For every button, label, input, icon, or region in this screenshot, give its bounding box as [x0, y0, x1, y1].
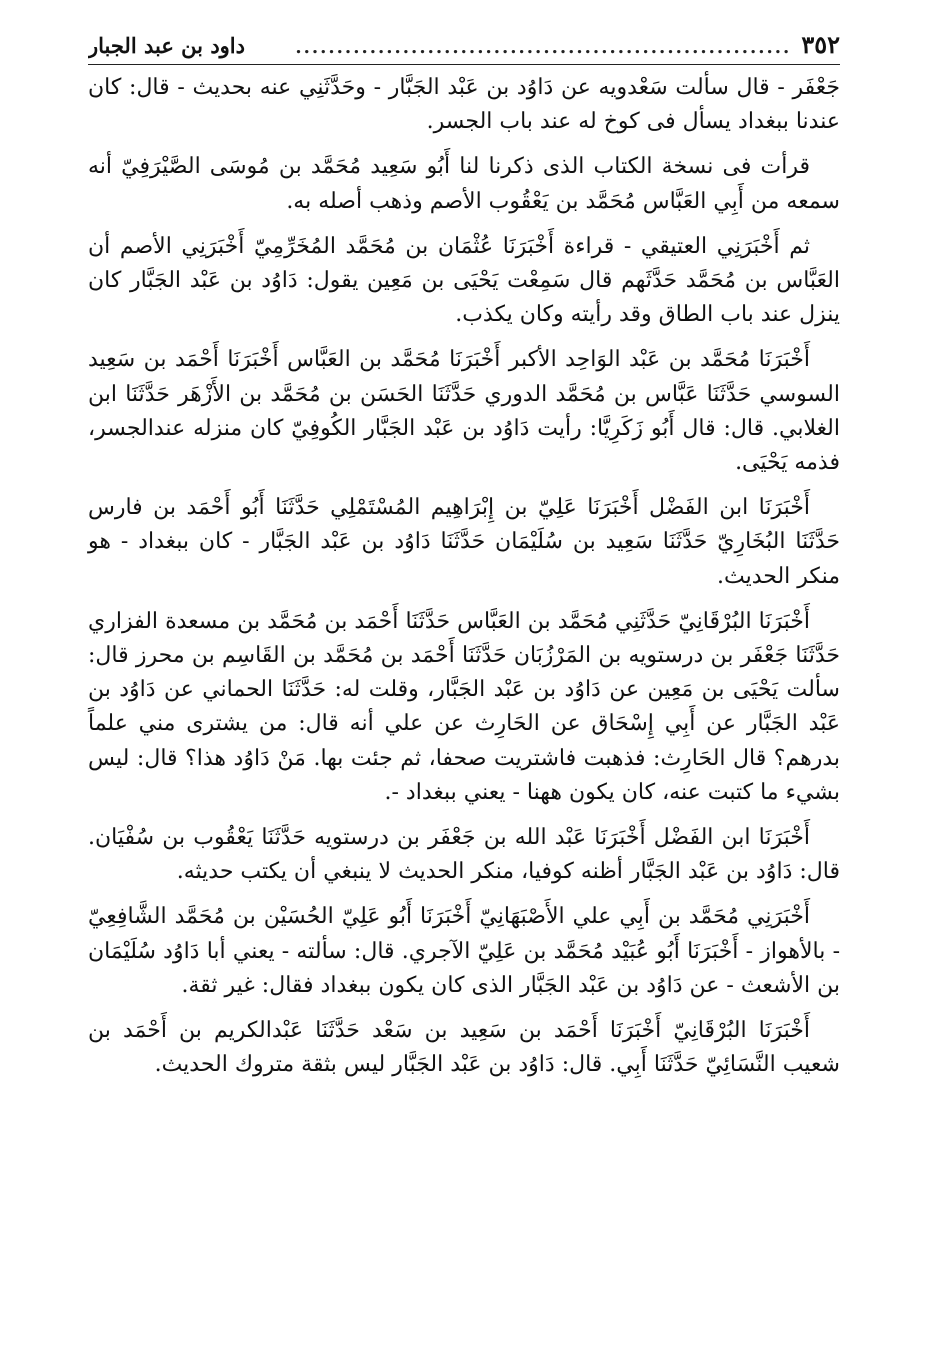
- running-head-title: داود بن عبد الجبار: [88, 33, 245, 58]
- header-rule: [88, 64, 840, 65]
- paragraph: ثم أَخْبَرَنِي العتيقي - قراءة أَخْبَرَنَا عُثْمَان بن مُحَمَّد المُخَرِّمِيّ أَخْبَرَنِي الأصم أن العَبَّاس بن مُحَمَّد حَدَّثَهم قال سَمِعْت يَحْيَى بن مَعِين يقول: دَاوُد بن عَبْد الجَبَّار كان ينزل عند باب الطاق وقد رأيته وكان يكذب.: [88, 233, 840, 328]
- book-page: [88, 30, 840, 1093]
- paragraph: أَخْبَرَنَا ابن الفَضْل أَخْبَرَنَا عَبْد الله بن جَعْفَر بن درستويه حَدَّثَنَا يَعْقُوب بن سُفْيَان. قال: دَاوُد بن عَبْد الجَبَّار أظنه كوفيا، منكر الحديث لا ينبغي أن يكتب حديثه.: [88, 825, 840, 885]
- paragraph: جَعْفَر - قال سألت سَعْدويه عن دَاوُد بن عَبْد الجَبَّار - وحَدَّثَنِي عنه بحديث - قال: كان عندنا ببغداد يسأل فى كوخ له عند باب الجسر.: [88, 75, 840, 135]
- page-number: ٣٥٢: [801, 30, 840, 59]
- running-head: [88, 30, 840, 64]
- paragraph: أَخْبَرَنَا مُحَمَّد بن عَبْد الوَاحِد الأكبر أَخْبَرَنَا مُحَمَّد بن العَبَّاس أَخْبَرَنَا أَحْمَد بن سَعِيد السوسي حَدَّثَنَا عَبَّاس بن مُحَمَّد الدوري حَدَّثَنَا الحَسَن بن مُحَمَّد بن الأَزْهَر حَدَّثَنَا ابن الغلابي. قال: قال أَبُو زَكَرِيَّا: رأيت دَاوُد بن عَبْد الجَبَّار الكُوفِيّ كان منزله عندالجسر، فذمه يَحْيَى.: [88, 347, 840, 476]
- paragraph: أَخْبَرَنِي مُحَمَّد بن أَبِي علي الأَصْبَهَانِيّ أَخْبَرَنَا أَبُو عَلِيّ الحُسَيْن بن مُحَمَّد الشَّافِعِيّ - بالأهواز - أَخْبَرَنَا أَبُو عُبَيْد مُحَمَّد بن عَلِيّ الآجري. قال: سألته - يعني أبا دَاوُد سُلَيْمَان بن الأشعث - عن دَاوُد بن عَبْد الجَبَّار الذى كان يكون ببغداد فقال: غير ثقة.: [88, 904, 840, 998]
- paragraph: أَخْبَرَنَا ابن الفَضْل أَخْبَرَنَا عَلِيّ بن إِبْرَاهِيم المُسْتَمْلِي حَدَّثَنَا أَبُو أَحْمَد بن فارس حَدَّثَنَا البُخَارِيّ حَدَّثَنَا سَعِيد بن سُلَيْمَان حَدَّثَنَا دَاوُد بن عَبْد الجَبَّار - كان ببغداد - هو منكر الحديث.: [88, 495, 841, 589]
- paragraph: قرأت فى نسخة الكتاب الذى ذكرنا لنا أَبُو سَعِيد مُحَمَّد بن مُوسَى الصَّيْرَفِيّ أنه سمعه من أَبِي العَبَّاس مُحَمَّد بن يَعْقُوب الأصم وذهب أصله به.: [88, 154, 840, 214]
- dot-leader: ............................................................: [295, 37, 792, 58]
- paragraph: أَخْبَرَنَا البُرْقَانِيّ أَخْبَرَنَا أَحْمَد بن سَعِيد بن سَعْد حَدَّثَنَا عَبْدالكريم بن أَحْمَد بن شعيب النَّسَائِيّ حَدَّثَنَا أَبِي. قال: دَاوُد بن عَبْد الجَبَّار ليس بثقة متروك الحديث.: [88, 1018, 840, 1078]
- body-text: [88, 71, 840, 1082]
- paragraph: أَخْبَرَنَا البُرْقَانِيّ حَدَّثَنِي مُحَمَّد بن العَبَّاس حَدَّثَنَا أَحْمَد بن مُحَمَّد بن مسعدة الفزاري حَدَّثَنَا جَعْفَر بن درستويه بن المَرْزُبَان حَدَّثَنَا أَحْمَد بن مُحَمَّد بن القَاسِم بن محرز قال: سألت يَحْيَى بن مَعِين عن دَاوُد بن عَبْد الجَبَّار، وقلت له: حَدَّثَنَا الحماني عن دَاوُد بن عَبْد الجَبَّار عن أَبِي إِسْحَاق عن الحَارِث عن علي أنه قال: من يشترى مني علماً بدرهم؟ قال الحَارِث: فذهبت فاشتريت صحفا، ثم جئت بها. مَنْ دَاوُد هذا؟ قال: ليس بشيء ما كتبت عنه، كان يكون ههنا - يعني ببغداد -.: [88, 608, 840, 805]
